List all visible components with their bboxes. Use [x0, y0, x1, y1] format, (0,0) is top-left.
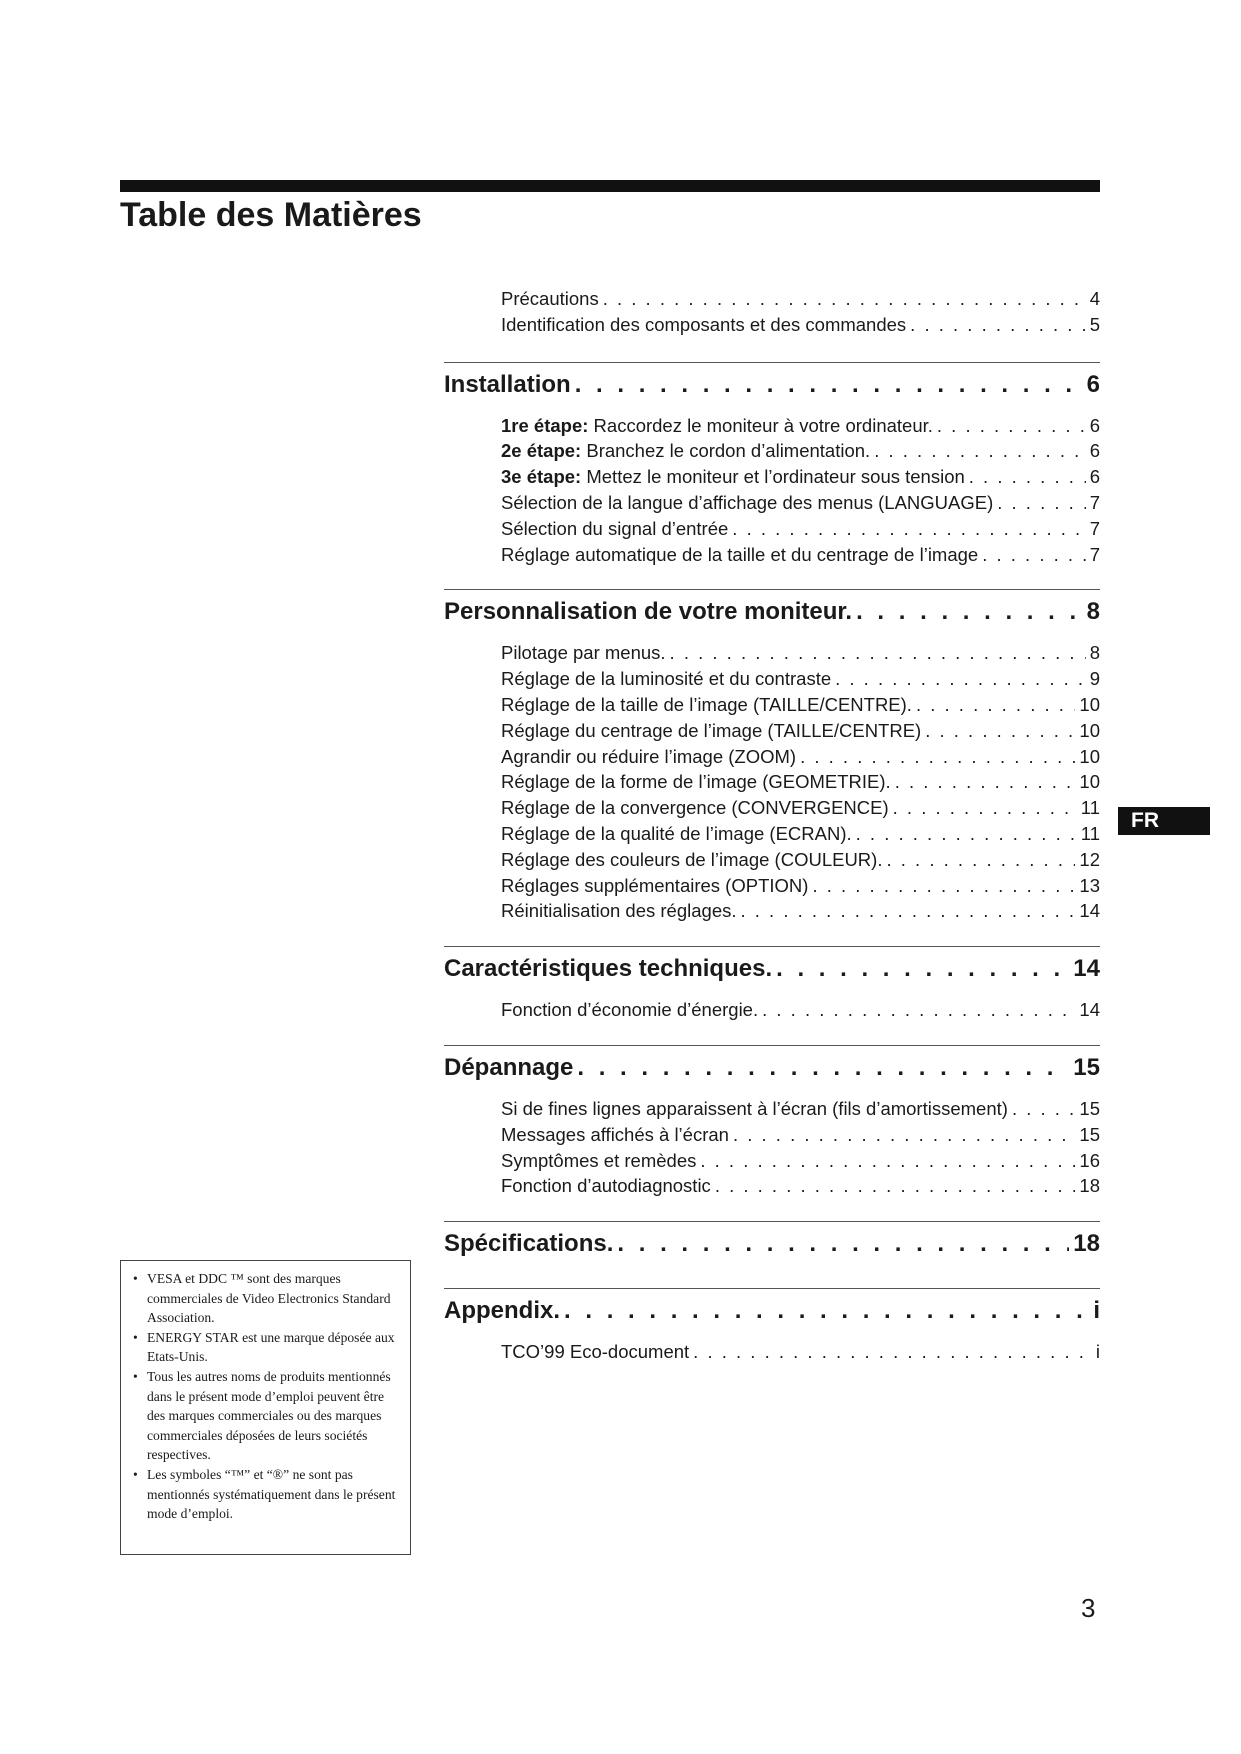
- leader-dots: [700, 1148, 1075, 1174]
- trademark-note: • ENERGY STAR est une marque déposée aux Etats-Unis.: [131, 1328, 400, 1367]
- leader-dots: [1012, 1096, 1075, 1122]
- leader-dots: [997, 490, 1085, 516]
- toc-entry-page: 7: [1089, 491, 1100, 513]
- toc-entry-page: 5: [1089, 313, 1100, 335]
- leader-dots: [762, 997, 1075, 1023]
- toc-entry-page: 11: [1080, 822, 1100, 844]
- toc-entry[interactable]: [501, 666, 1100, 692]
- table-of-contents: [444, 286, 1100, 1387]
- toc-entry[interactable]: [501, 312, 1100, 338]
- toc-entry-page: 16: [1079, 1149, 1100, 1171]
- section-installation: [444, 362, 1100, 568]
- toc-entry-label: Précautions: [501, 288, 599, 309]
- leader-dots: [874, 438, 1086, 464]
- leader-dots: [693, 1339, 1092, 1365]
- toc-entry-page: 15: [1079, 1097, 1100, 1119]
- trademark-note: • VESA et DDC ™ sont des marques commerciales de Video Electronics Standard Association.: [131, 1269, 400, 1328]
- toc-entry-label: Raccordez le moniteur à votre ordinateur.: [593, 414, 933, 436]
- leader-dots: [835, 666, 1086, 692]
- toc-entry-page: 13: [1079, 874, 1100, 896]
- leader-dots: [575, 367, 1083, 403]
- toc-entry-page: 6: [1089, 466, 1100, 488]
- leader-dots: [856, 594, 1083, 630]
- toc-entry-label: Fonction d’autodiagnostic: [501, 1175, 711, 1197]
- toc-entry[interactable]: [501, 413, 1100, 439]
- toc-entry-page: 8: [1089, 642, 1100, 664]
- toc-entry[interactable]: [501, 542, 1100, 568]
- toc-entry[interactable]: [501, 847, 1100, 873]
- leader-dots: [886, 847, 1075, 873]
- toc-entry-page: 15: [1079, 1123, 1100, 1145]
- section-personnalisation: [444, 589, 1100, 924]
- toc-entry-label: Réglage de la taille de l’image (TAILLE/CENTRE).: [501, 693, 912, 715]
- toc-entry[interactable]: [501, 1173, 1100, 1199]
- toc-entry-label: Réglage de la luminosité et du contraste: [501, 668, 832, 690]
- toc-entry[interactable]: [501, 516, 1100, 542]
- trademark-note: • Les symboles “™” et “®” ne sont pas mentionnés systématiquement dans le présent mode d’emploi.: [131, 1465, 400, 1524]
- section-heading[interactable]: [444, 1288, 1100, 1333]
- toc-entry-label: Réglage de la qualité de l’image (ECRAN).: [501, 822, 852, 844]
- leader-dots: [893, 795, 1077, 821]
- toc-entry[interactable]: [501, 490, 1100, 516]
- toc-entry[interactable]: [501, 438, 1100, 464]
- toc-entry[interactable]: [501, 997, 1100, 1023]
- toc-entry-page: 14: [1079, 999, 1100, 1021]
- toc-entry[interactable]: [501, 1122, 1100, 1148]
- leader-dots: [812, 873, 1075, 899]
- toc-entry-label: Réglages supplémentaires (OPTION): [501, 874, 809, 896]
- leader-dots: [916, 692, 1075, 718]
- toc-entry-page: 7: [1089, 543, 1100, 565]
- toc-entry-page: 10: [1079, 719, 1100, 741]
- toc-entry-page: i: [1095, 1341, 1100, 1363]
- section-caracteristiques: [444, 946, 1100, 1023]
- trademark-note: • Tous les autres noms de produits mentionnés dans le présent mode d’emploi peuvent être des marques commerciales ou des marques commerciales déposées de leurs sociétés respectives.: [131, 1367, 400, 1465]
- leader-dots: [925, 718, 1075, 744]
- toc-entry-page: 4: [1089, 288, 1100, 309]
- toc-entry-label: Réglage du centrage de l’image (TAILLE/CENTRE): [501, 719, 922, 741]
- toc-entry[interactable]: [501, 795, 1100, 821]
- section-heading[interactable]: [444, 946, 1100, 991]
- leader-dots: [910, 312, 1086, 338]
- section-heading[interactable]: [444, 1221, 1100, 1266]
- section-title: Personnalisation de votre moniteur.: [444, 598, 853, 626]
- section-page: i: [1093, 1297, 1100, 1325]
- intro-entries: [501, 286, 1100, 338]
- toc-entry-label: Agrandir ou réduire l’image (ZOOM): [501, 745, 797, 767]
- page-title: Table des Matières: [120, 196, 422, 234]
- section-title: Appendix.: [444, 1297, 561, 1325]
- section-specifications: [444, 1221, 1100, 1266]
- section-heading[interactable]: [444, 1045, 1100, 1090]
- toc-entry-label: TCO’99 Eco-document: [501, 1341, 690, 1363]
- section-title: Caractéristiques techniques.: [444, 955, 773, 983]
- toc-entry[interactable]: [501, 898, 1100, 924]
- toc-entry[interactable]: [501, 1148, 1100, 1174]
- leader-dots: [732, 516, 1085, 542]
- page-number: 3: [1081, 1593, 1096, 1623]
- toc-entry[interactable]: [501, 464, 1100, 490]
- toc-entry[interactable]: [501, 1096, 1100, 1122]
- toc-entry[interactable]: [501, 873, 1100, 899]
- toc-entry-page: 10: [1079, 693, 1100, 715]
- toc-entry-label: Symptômes et remèdes: [501, 1149, 697, 1171]
- leader-dots: [715, 1173, 1076, 1199]
- toc-entry-label: Branchez le cordon d’alimentation.: [586, 440, 871, 462]
- section-title: Installation: [444, 370, 571, 398]
- section-page: 8: [1086, 598, 1100, 626]
- toc-entry-label: Messages affichés à l’écran: [501, 1123, 729, 1145]
- section-title: Spécifications.: [444, 1230, 614, 1258]
- toc-entry-page: 7: [1089, 517, 1100, 539]
- toc-entry-label: Identification des composants et des commandes: [501, 313, 907, 335]
- toc-entry-page: 10: [1079, 771, 1100, 793]
- toc-entry-label: Réglage des couleurs de l’image (COULEUR).: [501, 848, 883, 870]
- toc-entry[interactable]: [501, 286, 1100, 312]
- leader-dots: [577, 1050, 1069, 1086]
- step-prefix: 3e étape:: [501, 466, 582, 488]
- toc-entry[interactable]: [501, 1339, 1100, 1365]
- leader-dots: [856, 821, 1077, 847]
- toc-entry-page: 6: [1089, 414, 1100, 436]
- toc-entry-label: Pilotage par menus.: [501, 642, 666, 664]
- leader-dots: [982, 542, 1085, 568]
- toc-entry-label: Réinitialisation des réglages.: [501, 900, 737, 922]
- toc-entry-label: Sélection de la langue d’affichage des menus (LANGUAGE): [501, 491, 994, 513]
- section-page: 14: [1073, 955, 1100, 983]
- toc-entry-page: 18: [1079, 1175, 1100, 1197]
- toc-entry-label: Réglage de la convergence (CONVERGENCE): [501, 797, 889, 819]
- leader-dots: [603, 286, 1086, 312]
- section-depannage: [444, 1045, 1100, 1199]
- section-heading[interactable]: [444, 362, 1100, 407]
- section-page: 18: [1073, 1230, 1100, 1258]
- toc-entry-page: 10: [1079, 745, 1100, 767]
- leader-dots: [969, 464, 1086, 490]
- section-heading[interactable]: [444, 589, 1100, 634]
- toc-entry-label: Sélection du signal d’entrée: [501, 517, 729, 539]
- section-page: 15: [1073, 1053, 1100, 1081]
- toc-entry[interactable]: [501, 692, 1100, 718]
- toc-entry-page: 11: [1080, 797, 1100, 819]
- section-page: 6: [1086, 370, 1100, 398]
- toc-entry-page: 6: [1089, 440, 1100, 462]
- leader-dots: [776, 951, 1069, 987]
- section-title: Dépannage: [444, 1053, 574, 1081]
- toc-entry-label: Réglage automatique de la taille et du centrage de l’image: [501, 543, 979, 565]
- leader-dots: [733, 1122, 1075, 1148]
- title-rule: [120, 180, 1100, 192]
- leader-dots: [800, 744, 1075, 770]
- toc-entry[interactable]: [501, 769, 1100, 795]
- leader-dots: [741, 898, 1076, 924]
- step-prefix: 1re étape:: [501, 414, 589, 436]
- toc-entry-label: Fonction d’économie d’énergie.: [501, 999, 759, 1021]
- toc-entry-page: 9: [1089, 668, 1100, 690]
- step-prefix: 2e étape:: [501, 440, 582, 462]
- language-tab: FR: [1118, 807, 1210, 835]
- toc-entry[interactable]: [501, 821, 1100, 847]
- toc-entry-page: 12: [1079, 848, 1100, 870]
- leader-dots: [937, 413, 1086, 439]
- toc-entry-label: Mettez le moniteur et l’ordinateur sous tension: [586, 466, 965, 488]
- toc-entry[interactable]: [501, 718, 1100, 744]
- leader-dots: [895, 769, 1076, 795]
- leader-dots: [564, 1293, 1089, 1329]
- leader-dots: [617, 1226, 1069, 1262]
- toc-entry-page: 14: [1079, 900, 1100, 922]
- leader-dots: [670, 640, 1086, 666]
- toc-entry-label: Si de fines lignes apparaissent à l’écran (fils d’amortissement): [501, 1097, 1008, 1119]
- section-appendix: [444, 1288, 1100, 1365]
- trademark-notes-box: [120, 1260, 411, 1555]
- toc-entry[interactable]: [501, 744, 1100, 770]
- toc-entry[interactable]: [501, 640, 1100, 666]
- toc-entry-label: Réglage de la forme de l’image (GEOMETRIE).: [501, 771, 891, 793]
